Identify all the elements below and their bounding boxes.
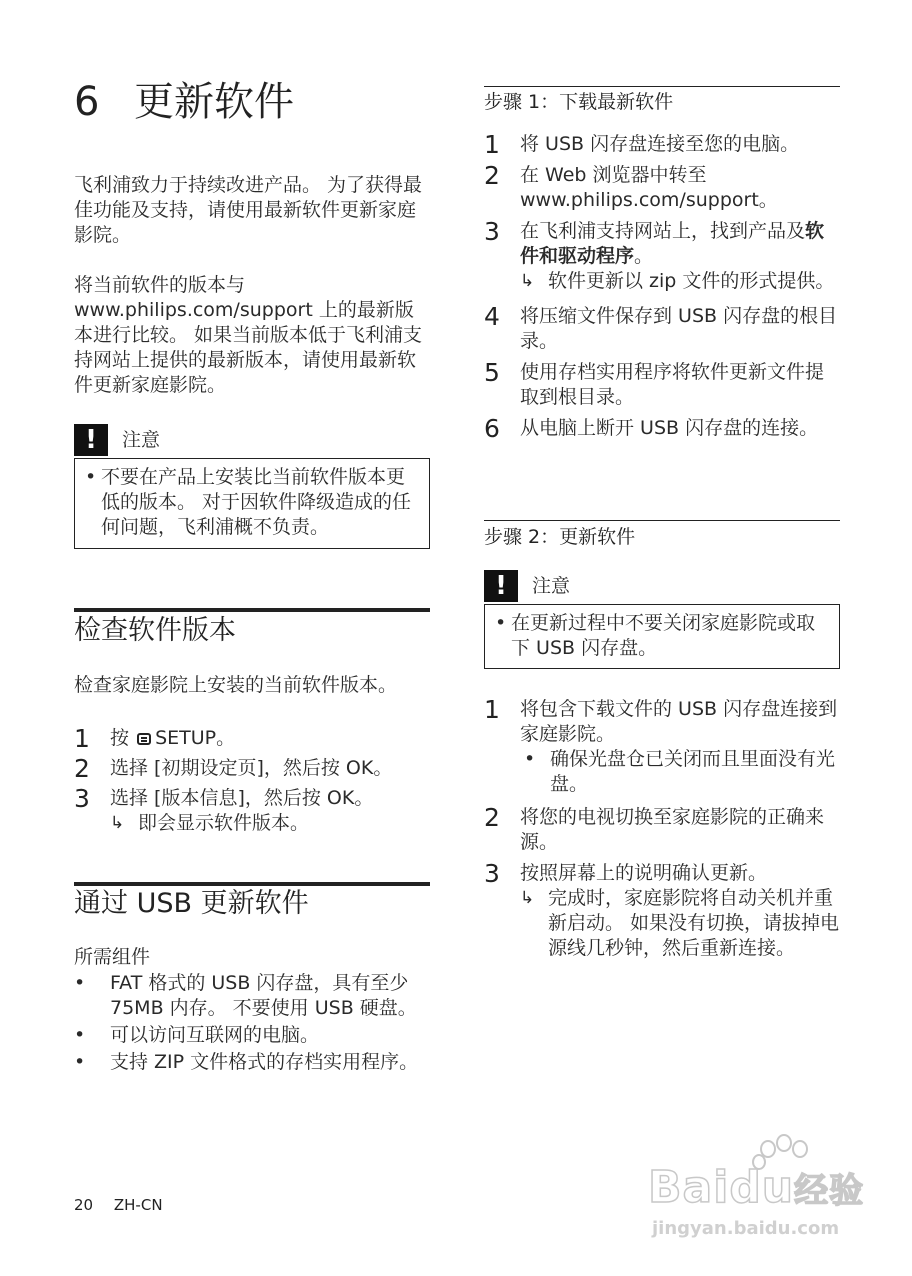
list-item: 5 使用存档实用程序将软件更新文件提取到根目录。 (484, 358, 825, 408)
result-arrow-icon: ↳ (110, 813, 125, 833)
list-item: 3 选择 [版本信息]，然后按 OK。 (74, 784, 374, 813)
section-rule (74, 608, 430, 612)
result-item: ↳ 软件更新以 zip 文件的形式提供。 (520, 270, 835, 292)
step2-list (484, 697, 840, 961)
setup-menu-icon (137, 733, 151, 745)
step-rule (484, 520, 840, 521)
list-item: 1 将包含下载文件的 USB 闪存盘连接到家庭影院。 (484, 695, 838, 745)
list-item: • 支持 ZIP 文件格式的存档实用程序。 (74, 1051, 419, 1073)
step2-title: 步骤 2：更新软件 (484, 526, 636, 548)
intro-paragraph-1: 飞利浦致力于持续改进产品。 为了获得最佳功能及支持，请使用最新软件更新家庭影院。 (74, 174, 423, 246)
baidu-logo: Baidu经验 (648, 1162, 865, 1213)
chapter-title-text: 更新软件 (134, 79, 294, 125)
result-arrow-icon: ↳ (520, 888, 535, 908)
list-item: • 可以访问互联网的电脑。 (74, 1024, 320, 1046)
step-rule (484, 86, 840, 87)
list-item: 3 按照屏幕上的说明确认更新。 (484, 859, 768, 888)
warning-icon: ! (74, 424, 108, 456)
footer (74, 1193, 163, 1218)
list-item: 3 在飞利浦支持网站上，找到产品及软件和驱动程序。 (484, 217, 825, 267)
sub-item: • 确保光盘仓已关闭而且里面没有光盘。 (524, 748, 836, 795)
step1-title: 步骤 1：下载最新软件 (484, 91, 674, 113)
step1-list (484, 132, 840, 441)
check-steps (74, 726, 430, 836)
baidu-watermark (648, 1140, 888, 1240)
watermark-url: jingyan.baidu.com (652, 1218, 840, 1239)
caution-header (74, 424, 430, 456)
chapter-number: 6 (74, 79, 100, 125)
caution-box (484, 604, 840, 669)
list-item: 1 按 SETUP。 (74, 724, 236, 753)
section-title-usb: 通过 USB 更新软件 (74, 888, 309, 919)
language-code: ZH-CN (113, 1196, 163, 1214)
caution-label: 注意 (122, 428, 161, 451)
list-item: 2 选择 [初期设定页]，然后按 OK。 (74, 754, 393, 783)
caution-box (74, 458, 430, 549)
intro-paragraph-2: 将当前软件的版本与 www.philips.com/support 上的最新版本进行比较。 如果当前版本低于飞利浦支持网站上提供的最新版本，请使用最新软件更新家庭影院。 (74, 274, 423, 396)
caution-item: • 在更新过程中不要关闭家庭影院或取下 USB 闪存盘。 (495, 612, 816, 659)
result-item: ↳ 完成时，家庭影院将自动关机并重新启动。 如果没有切换，请拔掉电源线几秒钟，然后重新连接。 (520, 887, 840, 959)
page-number: 20 (74, 1196, 94, 1214)
result-arrow-icon: ↳ (520, 271, 535, 291)
list-item: 2 在 Web 浏览器中转至 www.philips.com/support。 (484, 161, 778, 211)
list-item: 2 将您的电视切换至家庭影院的正确来源。 (484, 803, 825, 853)
list-item: 1 将 USB 闪存盘连接至您的电脑。 (484, 130, 800, 159)
chapter-title (74, 78, 430, 126)
requirements-title: 所需组件 (74, 946, 151, 968)
caution-label: 注意 (532, 574, 571, 597)
list-item: • FAT 格式的 USB 闪存盘，具有至少 75MB 内存。 不要使用 USB 硬盘。 (74, 972, 417, 1019)
section-title-check: 检查软件版本 (74, 615, 236, 646)
caution-header (484, 570, 840, 602)
list-item: 4 将压缩文件保存到 USB 闪存盘的根目录。 (484, 302, 838, 352)
check-intro: 检查家庭影院上安装的当前软件版本。 (74, 674, 398, 696)
result-item: ↳ 即会显示软件版本。 (110, 812, 310, 834)
warning-icon: ! (484, 570, 518, 602)
list-item: 6 从电脑上断开 USB 闪存盘的连接。 (484, 414, 819, 443)
requirements-list (74, 971, 430, 1075)
caution-item: • 不要在产品上安装比当前软件版本更低的版本。 对于因软件降级造成的任何问题，飞利浦概不负责。 (85, 466, 412, 538)
